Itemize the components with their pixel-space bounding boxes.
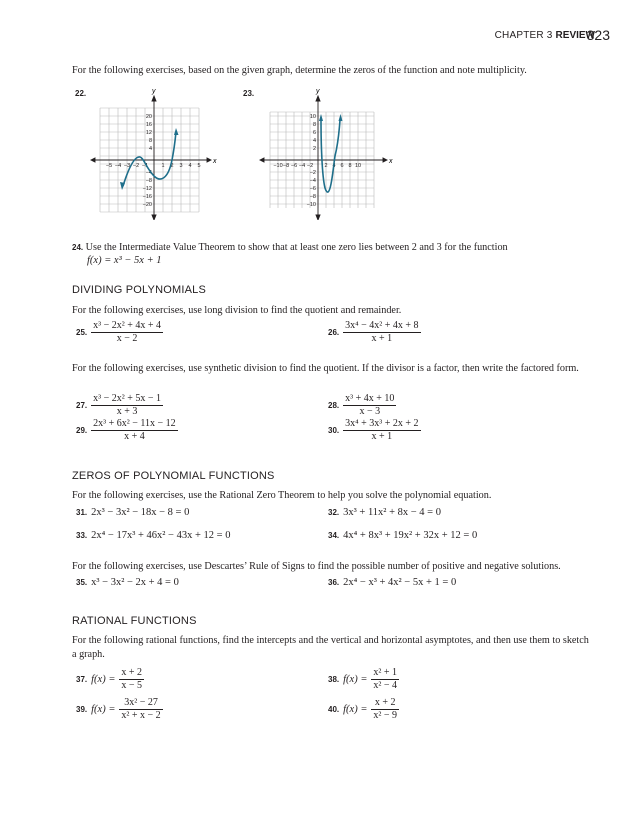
arrowhead — [120, 182, 125, 190]
x-tick: −5 — [105, 163, 113, 169]
denominator: x − 5 — [121, 680, 143, 691]
y-tick: 8 — [148, 138, 152, 144]
numerator: 3x² − 27 — [119, 697, 162, 710]
y-tick: −4 — [145, 170, 152, 176]
numerator: 3x⁴ − 4x² + 4x + 8 — [345, 320, 419, 331]
denominator: x² − 4 — [373, 680, 398, 691]
y-tick: 8 — [312, 122, 316, 128]
exercise-number: 31. — [76, 508, 88, 517]
numerator: 3x⁴ + 3x³ + 2x + 2 — [345, 418, 419, 429]
exercise-28 — [328, 393, 396, 418]
exercise-25 — [76, 320, 163, 345]
numerator: x + 2 — [121, 667, 143, 678]
y-tick: 12 — [145, 130, 152, 136]
section-title-zeros: ZEROS OF POLYNOMIAL FUNCTIONS — [72, 470, 275, 482]
y-tick: −20 — [142, 202, 152, 208]
function-lhs: f(x) = — [91, 674, 116, 685]
x-tick: 6 — [340, 163, 344, 169]
exercise-number: 32. — [328, 508, 340, 517]
denominator: x² − 9 — [373, 710, 398, 721]
exercise-number: 30. — [328, 426, 340, 435]
numerator: x³ + 4x + 10 — [345, 393, 395, 404]
exercise-33 — [76, 530, 230, 541]
exercise-39 — [76, 697, 163, 722]
chapter-label: CHAPTER 3 — [494, 30, 553, 41]
numerator: x + 2 — [371, 697, 399, 710]
exercise-number: 40. — [328, 705, 340, 714]
exercise-number: 25. — [76, 328, 88, 337]
equation: 2x⁴ − x³ + 4x² − 5x + 1 = 0 — [343, 577, 457, 588]
exercise-number: 35. — [76, 578, 88, 587]
y-tick: −4 — [309, 178, 316, 184]
instruction-synthetic-division: For the following exercises, use synthetic division to find the quotient. If the divisor is a factor, then write the factored form. — [72, 363, 579, 374]
instruction-rational-functions: For the following rational functions, find the intercepts and the vertical and horizontal asymptotes, and then use them to sketch a graph. — [72, 635, 589, 660]
arrowhead — [174, 128, 179, 135]
exercise-27 — [76, 393, 163, 418]
x-tick: 2 — [324, 163, 328, 169]
x-axis-label: x — [213, 158, 217, 165]
exercise-number: 27. — [76, 401, 88, 410]
function-lhs: f(x) = — [343, 674, 368, 685]
x-axis-label: x — [389, 158, 393, 165]
instruction-descartes: For the following exercises, use Descartes’ Rule of Signs to find the possible number of positive and negative solutions. — [72, 561, 561, 572]
numerator: x³ − 2x² + 5x − 1 — [93, 393, 162, 404]
denominator: x − 2 — [116, 333, 138, 344]
denominator: x + 3 — [116, 406, 138, 417]
denominator: x + 1 — [371, 333, 393, 344]
y-tick: −10 — [306, 202, 316, 208]
x-tick: 4 — [332, 163, 336, 169]
x-tick: 1 — [161, 163, 165, 169]
y-tick: 10 — [309, 114, 316, 120]
exercise-34 — [328, 530, 477, 541]
page-number: 323 — [586, 27, 610, 43]
y-tick: 6 — [312, 130, 316, 136]
exercise-number: 36. — [328, 578, 340, 587]
section-title-rational: RATIONAL FUNCTIONS — [72, 615, 197, 627]
x-tick: −2 — [306, 163, 314, 169]
exercise-24 — [72, 241, 592, 255]
exercise-38 — [328, 667, 399, 692]
y-tick: −12 — [142, 186, 152, 192]
equation: 3x³ + 11x² + 8x − 4 = 0 — [343, 507, 441, 518]
exercise-31 — [76, 507, 189, 518]
x-tick: −4 — [114, 163, 122, 169]
instruction-long-division: For the following exercises, use long division to find the quotient and remainder. — [72, 305, 402, 316]
arrowhead — [319, 114, 323, 121]
x-tick: 5 — [197, 163, 201, 169]
x-tick: −6 — [290, 163, 298, 169]
y-tick: −6 — [309, 186, 316, 192]
function-lhs: f(x) = — [91, 704, 116, 715]
exercise-23-number: 23. — [243, 89, 255, 98]
x-tick: 10 — [354, 163, 362, 169]
equation: 4x⁴ + 8x³ + 19x² + 32x + 12 = 0 — [343, 530, 478, 541]
y-tick: 2 — [312, 146, 316, 152]
exercise-40 — [328, 697, 399, 722]
denominator: x + 4 — [124, 431, 145, 442]
x-tick: −8 — [282, 163, 290, 169]
exercise-number: 39. — [76, 705, 88, 714]
y-tick: −16 — [142, 194, 152, 200]
denominator: x + 1 — [371, 431, 393, 442]
y-tick: 20 — [145, 114, 152, 120]
function-lhs: f(x) = — [343, 704, 368, 715]
instruction-zeros: For the following exercises, based on the given graph, determine the zeros of the function and note multiplicity. — [72, 65, 527, 76]
exercise-26 — [328, 320, 421, 345]
x-tick: 8 — [348, 163, 352, 169]
exercise-37 — [76, 667, 144, 692]
equation: 2x⁴ − 17x³ + 46x² − 43x + 12 = 0 — [91, 530, 231, 541]
exercise-30 — [328, 418, 421, 443]
graph-22 — [90, 84, 220, 220]
exercise-number: 28. — [328, 401, 340, 410]
equation: x³ − 3x² − 2x + 4 = 0 — [91, 577, 179, 588]
graph-23 — [258, 84, 398, 220]
x-tick: 2 — [170, 163, 174, 169]
y-axis-label: y — [152, 88, 156, 95]
exercise-number: 33. — [76, 531, 88, 540]
y-tick: 16 — [145, 122, 152, 128]
equation: 2x³ − 3x² − 18x − 8 = 0 — [91, 507, 190, 518]
x-tick: −1 — [141, 163, 149, 169]
y-tick: −8 — [309, 194, 316, 200]
review-label: REVIEW — [555, 30, 595, 41]
y-tick: 4 — [312, 138, 316, 144]
exercise-number: 37. — [76, 675, 88, 684]
x-tick: −3 — [123, 163, 131, 169]
instruction-rational-zero: For the following exercises, use the Rational Zero Theorem to help you solve the polynomial equation. — [72, 490, 492, 501]
y-tick: −2 — [309, 170, 316, 176]
denominator: x − 3 — [359, 406, 381, 417]
exercise-36 — [328, 577, 456, 588]
y-tick: −8 — [145, 178, 152, 184]
denominator: x² + x − 2 — [121, 710, 161, 721]
x-tick: −4 — [298, 163, 306, 169]
y-tick: 4 — [148, 146, 152, 152]
exercise-24-number: 24. — [72, 243, 84, 252]
y-axis-label: y — [316, 88, 320, 95]
x-tick: 3 — [179, 163, 183, 169]
exercise-number: 29. — [76, 426, 88, 435]
running-header — [495, 30, 595, 41]
numerator: x² + 1 — [373, 667, 398, 678]
exercise-24-function: f(x) = x³ − 5x + 1 — [87, 255, 162, 266]
exercise-24-text: Use the Intermediate Value Theorem to show that at least one zero lies between 2 and 3 for the function — [85, 242, 508, 253]
exercise-number: 26. — [328, 328, 340, 337]
x-tick: −10 — [273, 163, 283, 169]
x-tick: −2 — [132, 163, 140, 169]
exercise-number: 38. — [328, 675, 340, 684]
numerator: 2x³ + 6x² − 11x − 12 — [93, 418, 176, 429]
exercise-32 — [328, 507, 441, 518]
x-tick: 4 — [188, 163, 192, 169]
exercise-22-number: 22. — [75, 89, 87, 98]
exercise-29 — [76, 418, 178, 443]
section-title-dividing: DIVIDING POLYNOMIALS — [72, 284, 206, 296]
exercise-35 — [76, 577, 179, 588]
numerator: x³ − 2x² + 4x + 4 — [93, 320, 162, 331]
exercise-number: 34. — [328, 531, 340, 540]
